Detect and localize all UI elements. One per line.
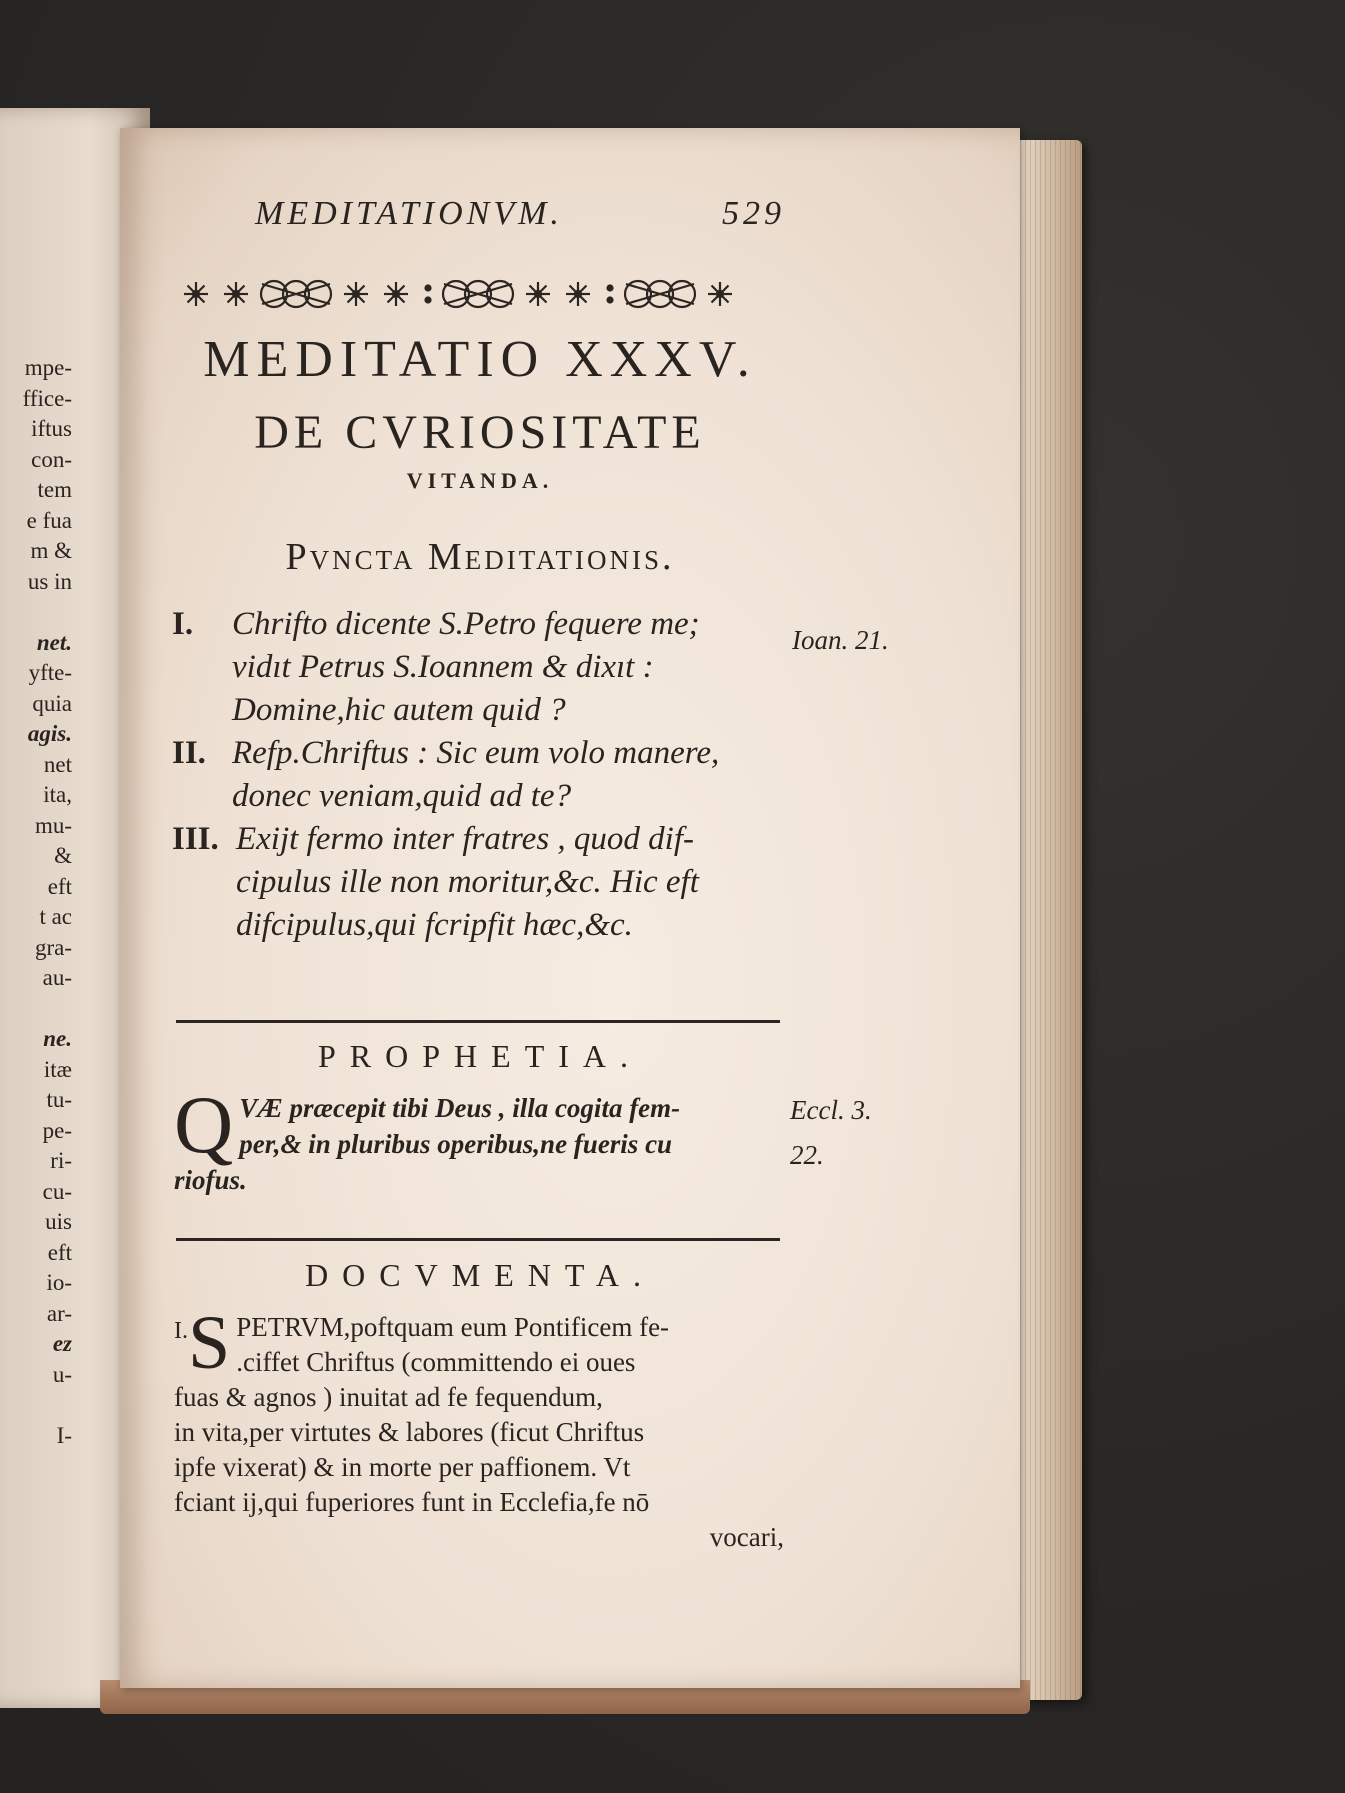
previous-page-fragment: ez: [52, 1331, 72, 1356]
meditation-subtitle: DE CVRIOSITATE: [254, 406, 706, 459]
previous-page-fragment: ri-: [50, 1148, 72, 1173]
prophetia-line: VÆ præcepit tibi Deus , illa cogita fem-: [239, 1093, 681, 1123]
punctum-3: [172, 818, 792, 947]
punctum-line: donec veniam,quid ad te?: [232, 778, 572, 814]
punctum-line: Domine,hic autem quid ?: [232, 692, 566, 728]
previous-page-fragment: net.: [36, 629, 72, 655]
ornament-star-center: [393, 291, 399, 297]
previous-page-fragment: eft: [47, 873, 72, 899]
ornament-star-center: [233, 291, 239, 297]
punctum-number: II.: [172, 735, 206, 771]
puncta-list: [172, 603, 792, 947]
previous-page-fragment: tu-: [46, 1087, 72, 1112]
punctum-number: I.: [172, 606, 194, 642]
ornament-star-center: [575, 291, 581, 297]
previous-page-fragment: pe-: [42, 1117, 72, 1143]
punctum-line: Exijt fermo inter fratres , quod dif-: [236, 821, 694, 857]
previous-page-fragment: io-: [46, 1270, 72, 1295]
ornament-knot-cross: [262, 284, 330, 304]
ornament-dot: [608, 286, 613, 291]
previous-page-fragment: us in: [27, 568, 72, 594]
ornament-knot-cross: [626, 284, 694, 304]
ornament-star-center: [193, 291, 199, 297]
previous-page-fragment: itæ: [43, 1056, 72, 1082]
documenta-line: ipfe vixerat) & in morte per paffionem. Vt: [174, 1452, 631, 1482]
punctum-number: III.: [172, 821, 219, 857]
prophetia-line: per,& in pluribus operibus,ne fueris cu: [239, 1129, 673, 1159]
previous-page-fragment: tem: [37, 477, 72, 502]
documenta-line: in vita,per virtutes & labores (ficut Chriftus: [174, 1417, 645, 1447]
ornament-dot: [608, 298, 613, 303]
previous-page-fragment: agis.: [27, 721, 72, 746]
documenta-line: fciant ij,qui fuperiores funt in Ecclefia,fe nō: [174, 1487, 650, 1517]
page-number: 529: [722, 195, 785, 232]
section-rule: [176, 1020, 780, 1023]
previous-page-fragment: cu-: [42, 1178, 72, 1204]
margin-note-eccl: Eccl. 3.: [790, 1095, 872, 1125]
ornament-star-center: [717, 291, 723, 297]
documenta-line: fuas & agnos ) inuitat ad fe fequendum,: [174, 1382, 603, 1412]
documenta-text: [174, 1301, 784, 1555]
documentum-number: I.: [174, 1318, 188, 1344]
previous-page-fragment: e fua: [26, 507, 72, 533]
previous-page-fragment: eft: [47, 1239, 72, 1265]
meditation-subtitle-line2: VITANDA.: [406, 468, 554, 493]
punctum-2: [172, 732, 792, 818]
prophetia-dropcap: Q: [174, 1079, 234, 1170]
punctum-line: Refp.Chriftus : Sic eum volo manere,: [232, 735, 720, 771]
previous-page-fragment: net: [43, 751, 72, 777]
previous-page-fragment: ne.: [43, 1026, 72, 1051]
previous-page-fragment: gra-: [34, 934, 72, 960]
previous-page-fragment: [0, 1390, 72, 1421]
previous-page-fragment: I-: [56, 1422, 72, 1448]
ornament-dot: [426, 286, 431, 291]
prophetia-line: riofus.: [174, 1165, 247, 1195]
ornament-star-center: [535, 291, 541, 297]
punctum-line: cipulus ille non moritur,&c. Hic eft: [236, 864, 699, 900]
previous-page-fragment: t ac: [39, 904, 72, 929]
previous-page-fragment: [0, 994, 72, 1025]
documenta-heading: DOCVMENTA.: [305, 1257, 655, 1293]
puncta-heading: Pvncta Meditationis.: [285, 536, 675, 578]
previous-page-fragment: ffice-: [22, 385, 72, 411]
previous-page-text-fragments: [0, 353, 72, 1451]
running-head: [255, 195, 785, 233]
punctum-line: vidıt Petrus S.Ioannem & dixıt :: [232, 649, 654, 685]
previous-page-fragment: mu-: [34, 812, 72, 838]
previous-page-fragment: iftus: [31, 416, 72, 441]
previous-page-fragment: au-: [42, 965, 72, 990]
documenta-line: PETRVM,poftquam eum Pontificem fe-: [236, 1312, 670, 1342]
headpiece-ornament: [178, 274, 784, 314]
ornament-star-center: [353, 291, 359, 297]
section-rule: [176, 1238, 780, 1241]
punctum-line: difcipulus,qui fcripfit hæc,&c.: [236, 907, 633, 943]
previous-page-fragment: mpe-: [24, 355, 72, 380]
prophetia-text: [174, 1079, 784, 1198]
documenta-catchword: vocari,: [709, 1522, 784, 1552]
ornament-dot: [426, 298, 431, 303]
previous-page-fragment: yfte-: [28, 660, 72, 685]
previous-page-fragment: m &: [30, 538, 72, 563]
previous-page-fragment: u-: [52, 1361, 72, 1387]
running-head-title: MEDITATIONVM.: [255, 195, 563, 232]
previous-page-fragment: &: [54, 843, 72, 868]
previous-page-fragment: ita,: [43, 782, 72, 807]
punctum-1: [172, 603, 792, 732]
previous-page-fragment: con-: [31, 446, 72, 472]
previous-page-fragment: ar-: [46, 1300, 72, 1326]
punctum-line: Chrifto dicente S.Petro fequere me;: [232, 606, 700, 642]
documenta-dropcap: S: [188, 1301, 231, 1385]
previous-page-fragment: [0, 597, 72, 628]
documenta-line: .ciffet Chriftus (committendo ei oues: [236, 1347, 636, 1377]
previous-page-fragment: uis: [45, 1209, 72, 1234]
meditation-title: MEDITATIO XXXV.: [203, 331, 757, 388]
ornament-knot-cross: [444, 284, 512, 304]
previous-page-fragment: quia: [32, 690, 72, 716]
margin-note-ioan: Ioan. 21.: [792, 625, 889, 655]
margin-note-eccl-verse: 22.: [790, 1140, 824, 1170]
prophetia-heading: PROPHETIA.: [317, 1038, 642, 1074]
